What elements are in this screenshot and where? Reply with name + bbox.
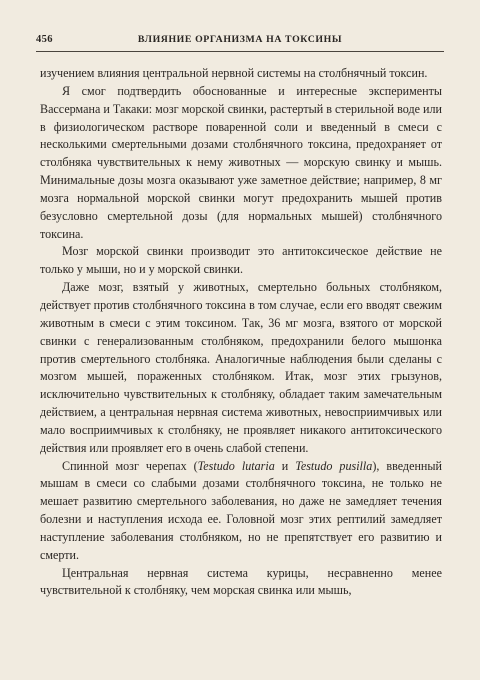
paragraph-guinea-pig-brain: Мозг морской свинки производит это антитоксическое действие не только у мыши, но и у морской свинки.	[40, 244, 442, 277]
page-number: 456	[36, 34, 53, 45]
paragraph-turtle-pre: Спинной мозг черепах (	[62, 458, 198, 473]
species-testudo-lutaria: Testudo lutaria	[197, 458, 275, 473]
paragraph-chicken-cns: Центральная нервная система курицы, несравненно менее чувствительной к столбняку, чем морская свинка или мышь,	[40, 565, 442, 598]
paragraph-turtle-post: ), введенный мышам в смеси со слабыми дозами столбнячного токсина, не только не мешает развитию смертельного заболевания, но даже не замедляет течения болезни и наступления исхода ее. Головной мозг этих рептилий замедляет наступление заболевания столбняком, но не препятствует его развитию и смерти.	[40, 458, 442, 562]
running-title: ВЛИЯНИЕ ОРГАНИЗМА НА ТОКСИНЫ	[137, 34, 343, 45]
paragraph-wassermann-takaki: Я смог подтвердить обоснованные и интересные эксперименты Вассермана и Такаки: мозг морской свинки, растертый в стерильной воде или в физиологическом растворе поваренной соли и введенный в смеси с несколькими смертельными дозами столбнячного токсина, предохраняет от столбняка чувствительных к нему животных — морскую свинку и мышь. Минимальные дозы мозга оказывают уже заметное действие; например, 8 мг мозга нормальной морской свинки могут предохранить мышей против безусловно смертельной дозы (для нормальных мышей) столбнячного токсина.	[40, 83, 442, 241]
paragraph-tetanic-brain: Даже мозг, взятый у животных, смертельно больных столбняком, действует против столбнячного токсина в том случае, если его вводят свежим животным в смеси с этим токсином. Так, 36 мг мозга, взятого от морской свинки с генерализованным столбняком, предохранили белого мышонка против смертельного столбняка. Аналогичные наблюдения были сделаны с мозгом мышей, пораженных столбняком. Итак, мозг этих грызунов, исключительно чувствительных к столбняку, обладает таким замечательным действием, а центральная нервная система животных, невосприимчивых или мало восприимчивых к столбняку, не проявляет никакого антитоксического действия или проявляет его в очень слабой степени.	[40, 280, 442, 455]
paragraph-continuation: изучением влияния центральной нервной системы на столбнячный токсин.	[40, 66, 428, 80]
page-header	[36, 34, 444, 48]
paragraph-turtle-mid: и	[274, 458, 296, 473]
body-text	[40, 65, 442, 600]
header-rule	[36, 51, 444, 52]
species-testudo-pusilla: Testudo pusilla	[295, 458, 373, 473]
paragraph-turtle-spinal-cord	[40, 458, 442, 565]
